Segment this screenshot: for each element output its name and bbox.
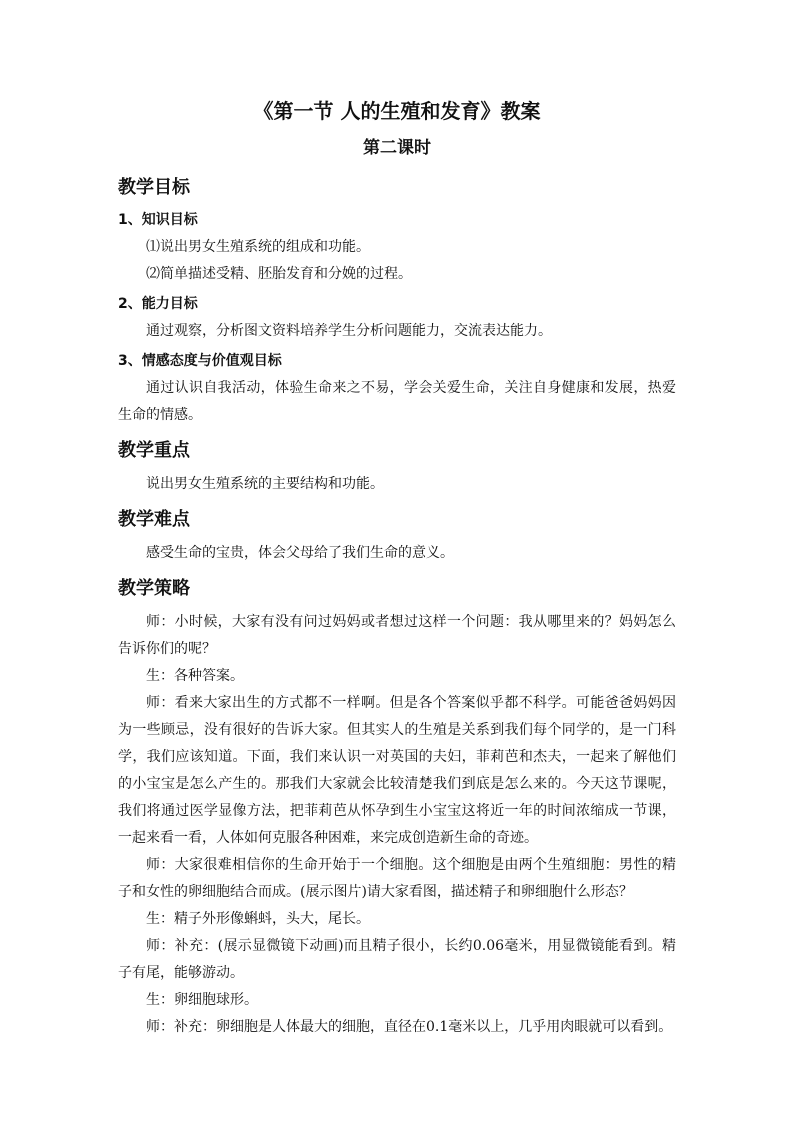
key-points-text: 说出男女生殖系统的主要结构和功能。 bbox=[146, 476, 384, 492]
sub-heading-ability: 2、能力目标 bbox=[118, 296, 198, 312]
strategy-paragraph: 师：补充：卵细胞是人体最大的细胞，直径在0.1毫米以上，几乎用肉眼就可以看到。 bbox=[146, 1019, 673, 1035]
section-heading-objectives: 教学目标 bbox=[118, 177, 190, 198]
strategy-paragraph: 师：补充：(展示显微镜下动画)而且精子很小，长约0.06毫米，用显微镜能看到。精子有尾，能够游动。 bbox=[118, 938, 676, 981]
section-heading-strategy: 教学策略 bbox=[118, 578, 190, 599]
section-heading-key-points: 教学重点 bbox=[118, 440, 190, 461]
strategy-paragraph: 师：看来大家出生的方式都不一样啊。但是各个答案似乎都不科学。可能爸爸妈妈因为一些顾忌，没有很好的告诉大家。但其实人的生殖是关系到我们每个同学的，是一门科学，我们应该知道。下面，我们来认识一对英国的夫妇，菲莉芭和杰夫，一起来了解他们的小宝宝是怎么产生的。那我们大家就会比较清楚我们到底是怎么来的。今天这节课呢，我们将通过医学显像方法，把菲莉芭从怀孕到生小宝宝这将近一年的时间浓缩成一节课，一起来看一看，人体如何克服各种困难，来完成创造新生命的奇迹。 bbox=[118, 695, 676, 846]
difficulties-text: 感受生命的宝贵，体会父母给了我们生命的意义。 bbox=[146, 545, 454, 561]
strategy-paragraph: 师：小时候，大家有没有问过妈妈或者想过这样一个问题：我从哪里来的？妈妈怎么告诉你们的呢？ bbox=[118, 614, 676, 657]
document-subtitle: 第二课时 bbox=[363, 138, 431, 158]
document-title: 《第一节 人的生殖和发育》教案 bbox=[253, 99, 541, 123]
strategy-paragraph: 师：大家很难相信你的生命开始于一个细胞。这个细胞是由两个生殖细胞：男性的精子和女性的卵细胞结合而成。(展示图片)请大家看图，描述精子和卵细胞什么形态？ bbox=[118, 857, 676, 900]
sub-heading-emotion: 3、情感态度与价值观目标 bbox=[118, 353, 282, 369]
ability-text: 通过观察，分析图文资料培养学生分析问题能力，交流表达能力。 bbox=[146, 323, 552, 339]
sub-heading-knowledge: 1、知识目标 bbox=[118, 212, 198, 228]
strategy-paragraph: 生：各种答案。 bbox=[146, 668, 244, 684]
strategy-paragraph: 生：精子外形像蝌蚪，头大，尾长。 bbox=[146, 911, 370, 927]
section-heading-difficulties: 教学难点 bbox=[118, 509, 190, 530]
strategy-paragraph: 生：卵细胞球形。 bbox=[146, 992, 258, 1008]
knowledge-item-1: ⑴说出男女生殖系统的组成和功能。 bbox=[146, 239, 370, 255]
knowledge-item-2: ⑵简单描述受精、胚胎发育和分娩的过程。 bbox=[146, 266, 412, 282]
emotion-text: 通过认识自我活动，体验生命来之不易，学会关爱生命，关注自身健康和发展，热爱生命的情感。 bbox=[118, 380, 676, 423]
